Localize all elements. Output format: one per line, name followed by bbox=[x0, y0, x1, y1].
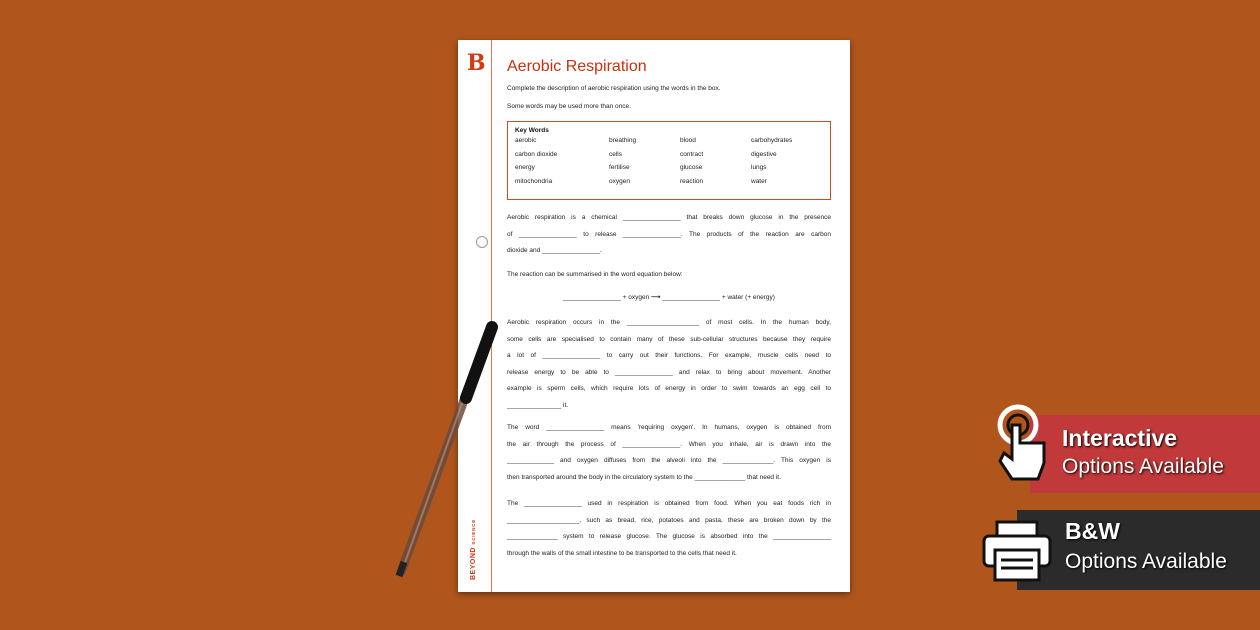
bw-options-banner[interactable] bbox=[1017, 510, 1260, 590]
key-word: carbon dioxide bbox=[515, 150, 558, 158]
key-word: breathing bbox=[609, 137, 637, 144]
paragraph-line: Aerobic respiration occurs in the ____________________ of most cells. In the human body, bbox=[507, 319, 831, 326]
paragraph-line: _______________ it. bbox=[507, 401, 569, 409]
interactive-subtitle: Options Available bbox=[1062, 455, 1224, 478]
paragraph-line: ____________________, such as bread, rice, potatoes and pasta, these are broken down by the bbox=[507, 516, 831, 524]
key-word: fertilise bbox=[609, 164, 630, 171]
paragraph-line: _____________ and oxygen diffuses from the alveoli into the ______________. This oxygen is bbox=[507, 457, 831, 464]
page-title: Aerobic Respiration bbox=[507, 58, 647, 75]
paragraph-line: dioxide and ________________. bbox=[507, 247, 602, 254]
touch-hand-icon bbox=[990, 403, 1054, 499]
instruction: Complete the description of aerobic respiration using the words in the box. bbox=[507, 85, 721, 92]
paragraph-line: The word ________________ means 'requiring oxygen'. In humans, oxygen is obtained from bbox=[507, 424, 831, 431]
brand-sub: SCIENCE bbox=[471, 518, 476, 545]
brand-name: BEYOND bbox=[470, 547, 477, 580]
beyond-logo-icon: B bbox=[467, 50, 486, 76]
interactive-options-banner[interactable] bbox=[1030, 415, 1260, 493]
printer-icon bbox=[981, 520, 1053, 584]
equation-right: ________________ + water (+ energy) bbox=[662, 294, 775, 301]
paragraph-line: The ________________ used in respiration is obtained from food. When you eat foods rich in bbox=[507, 500, 831, 507]
bw-title: B&W bbox=[1065, 518, 1120, 544]
key-word: energy bbox=[515, 164, 535, 171]
key-word: water bbox=[751, 177, 767, 185]
interactive-title: Interactive bbox=[1062, 425, 1178, 451]
paragraph-line: ______________ system to release glucose. The glucose is absorbed into the ________________ bbox=[507, 533, 831, 540]
key-word: mitochondria bbox=[515, 177, 553, 185]
paragraph-line: some cells are specialised to contain many of these sub-cellular structures because they require bbox=[507, 335, 831, 343]
key-word: lungs bbox=[751, 164, 767, 171]
key-word: glucose bbox=[680, 164, 703, 171]
key-word: oxygen bbox=[609, 177, 630, 185]
bw-subtitle: Options Available bbox=[1065, 550, 1227, 573]
paragraph-line: the air through the process of ________________. When you inhale, air is drawn into the bbox=[507, 440, 831, 448]
key-words-title: Key Words bbox=[515, 127, 549, 134]
key-word: aerobic bbox=[515, 137, 537, 144]
paragraph-line: example is sperm cells, which require lots of energy in order to swim towards an egg cell to bbox=[507, 385, 831, 392]
key-word: reaction bbox=[680, 177, 704, 185]
key-word: carbohydrates bbox=[751, 137, 793, 144]
paragraph-line: through the walls of the small intestine to be transported to the cells that need it. bbox=[507, 549, 737, 557]
paragraph-line: then transported around the body in the circulatory system to the ______________ that need it. bbox=[507, 473, 781, 481]
paragraph-line: a lot of ________________ to carry out their functions. For example, muscle cells need to bbox=[507, 352, 831, 359]
equation-left: ________________ + oxygen bbox=[563, 294, 650, 301]
paragraph-line: release energy to be able to ________________ and relax to bring about movement. Another bbox=[507, 368, 831, 376]
paragraph-line: of ________________ to release ________________. The products of the reaction are carbon bbox=[507, 230, 831, 238]
key-word: digestive bbox=[751, 150, 777, 158]
key-word: cells bbox=[609, 150, 623, 158]
paragraph-line: The reaction can be summarised in the word equation below: bbox=[507, 271, 683, 278]
instruction: Some words may be used more than once. bbox=[507, 103, 631, 110]
paragraph-line: Aerobic respiration is a chemical ________________ that breaks down glucose in the presence bbox=[507, 214, 831, 221]
arrow-icon: ⟶ bbox=[651, 294, 661, 301]
key-word: contract bbox=[680, 150, 704, 158]
key-word: blood bbox=[680, 137, 696, 144]
